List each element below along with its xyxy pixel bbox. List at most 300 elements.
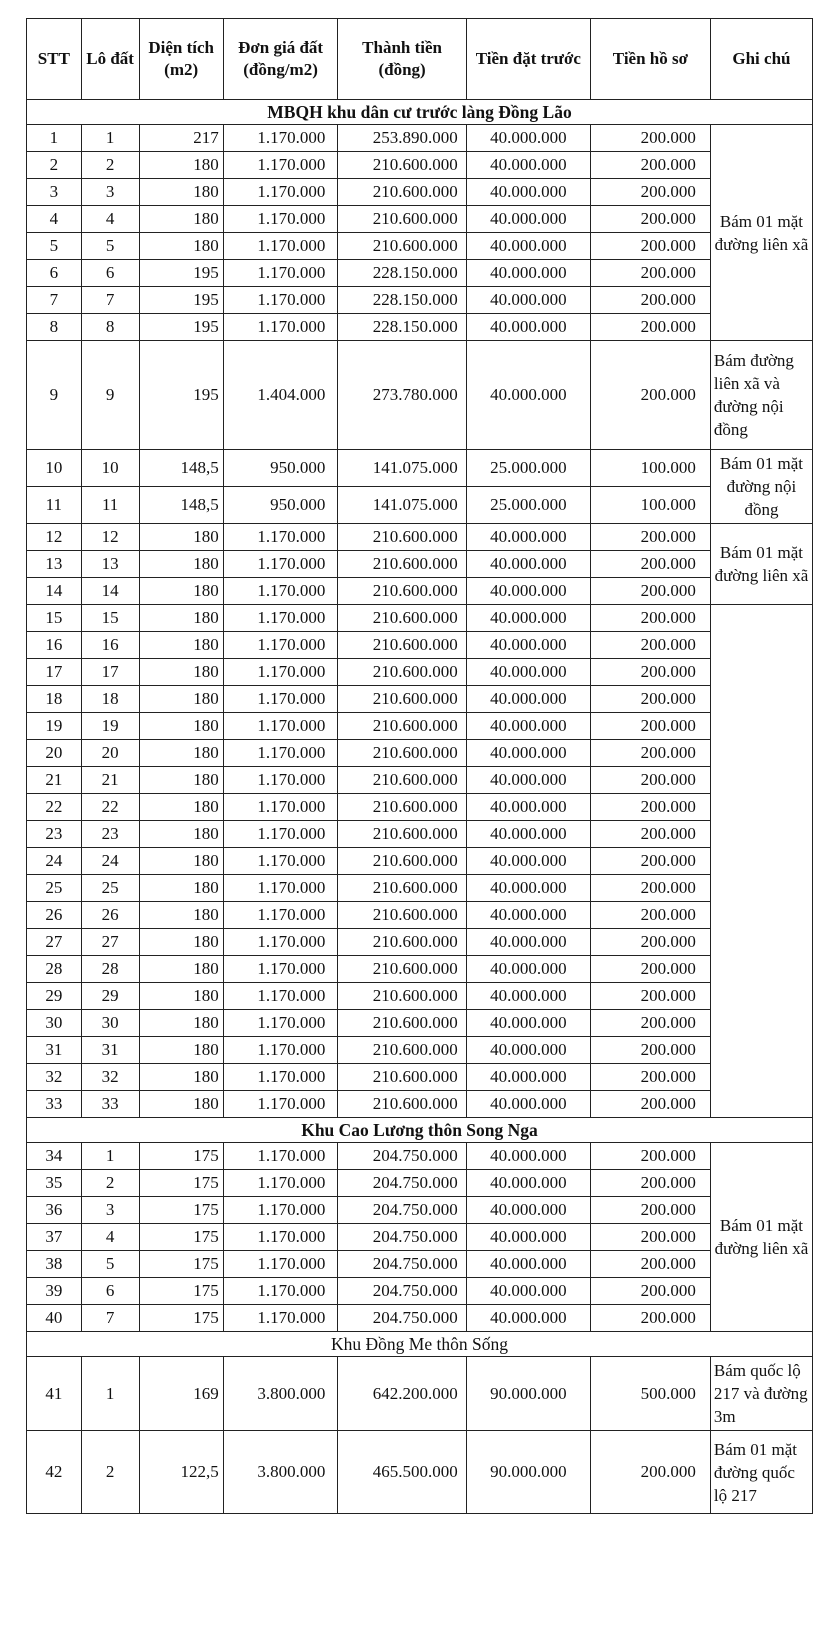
total-cell: 141.075.000 — [338, 487, 466, 524]
unit-price-cell: 1.170.000 — [223, 287, 338, 314]
table-row — [27, 875, 813, 902]
lot-cell: 30 — [81, 1010, 139, 1037]
header-file-fee: Tiền hồ sơ — [590, 19, 710, 100]
deposit-cell: 40.000.000 — [466, 1010, 590, 1037]
deposit-cell: 40.000.000 — [466, 179, 590, 206]
file-fee-cell: 200.000 — [590, 659, 710, 686]
stt-cell: 8 — [27, 314, 82, 341]
area-cell: 180 — [139, 848, 223, 875]
total-cell: 210.600.000 — [338, 848, 466, 875]
file-fee-cell: 200.000 — [590, 551, 710, 578]
unit-price-cell: 1.170.000 — [223, 1170, 338, 1197]
stt-cell: 15 — [27, 605, 82, 632]
section-header-row — [27, 1332, 813, 1357]
table-row — [27, 152, 813, 179]
lot-cell: 5 — [81, 233, 139, 260]
table-row — [27, 659, 813, 686]
stt-cell: 10 — [27, 450, 82, 487]
deposit-cell: 40.000.000 — [466, 1197, 590, 1224]
total-cell: 210.600.000 — [338, 179, 466, 206]
header-lot: Lô đất — [81, 19, 139, 100]
unit-price-cell: 1.170.000 — [223, 740, 338, 767]
table-row — [27, 929, 813, 956]
file-fee-cell: 200.000 — [590, 1305, 710, 1332]
deposit-cell: 25.000.000 — [466, 487, 590, 524]
stt-cell: 6 — [27, 260, 82, 287]
stt-cell: 41 — [27, 1357, 82, 1431]
table-header-row — [27, 19, 813, 100]
file-fee-cell: 200.000 — [590, 632, 710, 659]
stt-cell: 36 — [27, 1197, 82, 1224]
total-cell: 210.600.000 — [338, 740, 466, 767]
deposit-cell: 40.000.000 — [466, 233, 590, 260]
lot-cell: 31 — [81, 1037, 139, 1064]
unit-price-cell: 1.170.000 — [223, 1251, 338, 1278]
deposit-cell: 40.000.000 — [466, 821, 590, 848]
deposit-cell: 40.000.000 — [466, 206, 590, 233]
table-row — [27, 956, 813, 983]
area-cell: 180 — [139, 686, 223, 713]
stt-cell: 28 — [27, 956, 82, 983]
total-cell: 210.600.000 — [338, 686, 466, 713]
deposit-cell: 40.000.000 — [466, 578, 590, 605]
unit-price-cell: 1.170.000 — [223, 848, 338, 875]
unit-price-cell: 1.170.000 — [223, 125, 338, 152]
deposit-cell: 40.000.000 — [466, 740, 590, 767]
unit-price-cell: 1.170.000 — [223, 551, 338, 578]
file-fee-cell: 200.000 — [590, 1251, 710, 1278]
area-cell: 195 — [139, 341, 223, 450]
lot-cell: 7 — [81, 1305, 139, 1332]
land-price-table — [26, 18, 813, 1514]
lot-cell: 1 — [81, 1143, 139, 1170]
area-cell: 175 — [139, 1305, 223, 1332]
table-row — [27, 740, 813, 767]
unit-price-cell: 1.170.000 — [223, 233, 338, 260]
stt-cell: 21 — [27, 767, 82, 794]
file-fee-cell: 200.000 — [590, 1091, 710, 1118]
area-cell: 180 — [139, 551, 223, 578]
total-cell: 210.600.000 — [338, 578, 466, 605]
deposit-cell: 40.000.000 — [466, 605, 590, 632]
file-fee-cell: 200.000 — [590, 1143, 710, 1170]
stt-cell: 25 — [27, 875, 82, 902]
lot-cell: 16 — [81, 632, 139, 659]
note-cell: Bám 01 mặt đường liên xã — [710, 1143, 812, 1332]
deposit-cell: 40.000.000 — [466, 125, 590, 152]
file-fee-cell: 200.000 — [590, 956, 710, 983]
file-fee-cell: 200.000 — [590, 314, 710, 341]
lot-cell: 14 — [81, 578, 139, 605]
unit-price-cell: 3.800.000 — [223, 1431, 338, 1514]
table-row — [27, 287, 813, 314]
file-fee-cell: 200.000 — [590, 206, 710, 233]
note-cell: Bám 01 mặt đường nội đồng — [710, 450, 812, 524]
lot-cell: 10 — [81, 450, 139, 487]
stt-cell: 24 — [27, 848, 82, 875]
file-fee-cell: 500.000 — [590, 1357, 710, 1431]
deposit-cell: 40.000.000 — [466, 314, 590, 341]
file-fee-cell: 200.000 — [590, 1037, 710, 1064]
unit-price-cell: 1.170.000 — [223, 902, 338, 929]
file-fee-cell: 200.000 — [590, 287, 710, 314]
table-row — [27, 713, 813, 740]
area-cell: 175 — [139, 1224, 223, 1251]
stt-cell: 20 — [27, 740, 82, 767]
document-page — [26, 18, 813, 1514]
header-unit-price: Đơn giá đất (đồng/m2) — [223, 19, 338, 100]
table-row — [27, 1037, 813, 1064]
deposit-cell: 40.000.000 — [466, 929, 590, 956]
total-cell: 204.750.000 — [338, 1278, 466, 1305]
stt-cell: 2 — [27, 152, 82, 179]
deposit-cell: 40.000.000 — [466, 287, 590, 314]
note-cell — [710, 605, 812, 1118]
table-row — [27, 125, 813, 152]
unit-price-cell: 1.170.000 — [223, 605, 338, 632]
total-cell: 210.600.000 — [338, 524, 466, 551]
unit-price-cell: 1.170.000 — [223, 1278, 338, 1305]
lot-cell: 6 — [81, 260, 139, 287]
lot-cell: 27 — [81, 929, 139, 956]
area-cell: 175 — [139, 1143, 223, 1170]
deposit-cell: 40.000.000 — [466, 341, 590, 450]
lot-cell: 18 — [81, 686, 139, 713]
unit-price-cell: 1.170.000 — [223, 1010, 338, 1037]
table-row — [27, 1224, 813, 1251]
deposit-cell: 40.000.000 — [466, 902, 590, 929]
deposit-cell: 40.000.000 — [466, 713, 590, 740]
stt-cell: 7 — [27, 287, 82, 314]
total-cell: 465.500.000 — [338, 1431, 466, 1514]
deposit-cell: 40.000.000 — [466, 551, 590, 578]
unit-price-cell: 1.170.000 — [223, 1064, 338, 1091]
area-cell: 180 — [139, 1010, 223, 1037]
table-row — [27, 206, 813, 233]
deposit-cell: 40.000.000 — [466, 1170, 590, 1197]
stt-cell: 18 — [27, 686, 82, 713]
lot-cell: 13 — [81, 551, 139, 578]
stt-cell: 42 — [27, 1431, 82, 1514]
unit-price-cell: 1.170.000 — [223, 983, 338, 1010]
unit-price-cell: 1.170.000 — [223, 794, 338, 821]
deposit-cell: 40.000.000 — [466, 1091, 590, 1118]
total-cell: 141.075.000 — [338, 450, 466, 487]
file-fee-cell: 200.000 — [590, 929, 710, 956]
deposit-cell: 40.000.000 — [466, 848, 590, 875]
deposit-cell: 40.000.000 — [466, 956, 590, 983]
unit-price-cell: 1.170.000 — [223, 929, 338, 956]
table-row — [27, 551, 813, 578]
file-fee-cell: 200.000 — [590, 152, 710, 179]
area-cell: 180 — [139, 956, 223, 983]
lot-cell: 17 — [81, 659, 139, 686]
area-cell: 217 — [139, 125, 223, 152]
table-row — [27, 487, 813, 524]
file-fee-cell: 200.000 — [590, 179, 710, 206]
deposit-cell: 40.000.000 — [466, 152, 590, 179]
deposit-cell: 40.000.000 — [466, 260, 590, 287]
lot-cell: 9 — [81, 341, 139, 450]
area-cell: 169 — [139, 1357, 223, 1431]
note-cell: Bám 01 mặt đường liên xã — [710, 125, 812, 341]
table-row — [27, 524, 813, 551]
table-row — [27, 821, 813, 848]
area-cell: 180 — [139, 659, 223, 686]
stt-cell: 11 — [27, 487, 82, 524]
unit-price-cell: 1.170.000 — [223, 686, 338, 713]
lot-cell: 4 — [81, 206, 139, 233]
area-cell: 180 — [139, 605, 223, 632]
total-cell: 210.600.000 — [338, 929, 466, 956]
section-title: MBQH khu dân cư trước làng Đồng Lão — [27, 100, 813, 125]
lot-cell: 11 — [81, 487, 139, 524]
area-cell: 180 — [139, 632, 223, 659]
file-fee-cell: 200.000 — [590, 794, 710, 821]
table-body — [27, 100, 813, 1514]
total-cell: 210.600.000 — [338, 206, 466, 233]
unit-price-cell: 1.170.000 — [223, 578, 338, 605]
stt-cell: 33 — [27, 1091, 82, 1118]
total-cell: 210.600.000 — [338, 551, 466, 578]
area-cell: 180 — [139, 875, 223, 902]
lot-cell: 7 — [81, 287, 139, 314]
area-cell: 180 — [139, 902, 223, 929]
note-cell: Bám 01 mặt đường quốc lộ 217 — [710, 1431, 812, 1514]
unit-price-cell: 1.170.000 — [223, 1305, 338, 1332]
area-cell: 148,5 — [139, 450, 223, 487]
file-fee-cell: 200.000 — [590, 1278, 710, 1305]
lot-cell: 28 — [81, 956, 139, 983]
deposit-cell: 40.000.000 — [466, 794, 590, 821]
lot-cell: 26 — [81, 902, 139, 929]
header-area: Diện tích (m2) — [139, 19, 223, 100]
section-title: Khu Đồng Me thôn Sống — [27, 1332, 813, 1357]
file-fee-cell: 200.000 — [590, 821, 710, 848]
stt-cell: 32 — [27, 1064, 82, 1091]
stt-cell: 16 — [27, 632, 82, 659]
deposit-cell: 90.000.000 — [466, 1431, 590, 1514]
file-fee-cell: 200.000 — [590, 1064, 710, 1091]
file-fee-cell: 200.000 — [590, 1431, 710, 1514]
area-cell: 148,5 — [139, 487, 223, 524]
stt-cell: 1 — [27, 125, 82, 152]
file-fee-cell: 200.000 — [590, 686, 710, 713]
area-cell: 180 — [139, 767, 223, 794]
lot-cell: 2 — [81, 1431, 139, 1514]
unit-price-cell: 1.404.000 — [223, 341, 338, 450]
lot-cell: 20 — [81, 740, 139, 767]
deposit-cell: 40.000.000 — [466, 632, 590, 659]
file-fee-cell: 200.000 — [590, 233, 710, 260]
stt-cell: 3 — [27, 179, 82, 206]
stt-cell: 26 — [27, 902, 82, 929]
unit-price-cell: 1.170.000 — [223, 152, 338, 179]
table-row — [27, 1064, 813, 1091]
unit-price-cell: 1.170.000 — [223, 956, 338, 983]
file-fee-cell: 200.000 — [590, 740, 710, 767]
total-cell: 210.600.000 — [338, 794, 466, 821]
section-header-row — [27, 1118, 813, 1143]
area-cell: 180 — [139, 794, 223, 821]
deposit-cell: 40.000.000 — [466, 1251, 590, 1278]
stt-cell: 13 — [27, 551, 82, 578]
total-cell: 210.600.000 — [338, 956, 466, 983]
table-row — [27, 983, 813, 1010]
table-row — [27, 179, 813, 206]
table-row — [27, 1143, 813, 1170]
total-cell: 210.600.000 — [338, 1037, 466, 1064]
stt-cell: 22 — [27, 794, 82, 821]
table-row — [27, 1197, 813, 1224]
deposit-cell: 40.000.000 — [466, 1143, 590, 1170]
unit-price-cell: 3.800.000 — [223, 1357, 338, 1431]
file-fee-cell: 200.000 — [590, 983, 710, 1010]
total-cell: 210.600.000 — [338, 983, 466, 1010]
unit-price-cell: 1.170.000 — [223, 260, 338, 287]
file-fee-cell: 200.000 — [590, 524, 710, 551]
area-cell: 122,5 — [139, 1431, 223, 1514]
deposit-cell: 40.000.000 — [466, 1278, 590, 1305]
table-row — [27, 1431, 813, 1514]
stt-cell: 40 — [27, 1305, 82, 1332]
stt-cell: 4 — [27, 206, 82, 233]
stt-cell: 27 — [27, 929, 82, 956]
total-cell: 210.600.000 — [338, 821, 466, 848]
stt-cell: 39 — [27, 1278, 82, 1305]
stt-cell: 14 — [27, 578, 82, 605]
area-cell: 195 — [139, 287, 223, 314]
file-fee-cell: 200.000 — [590, 605, 710, 632]
unit-price-cell: 1.170.000 — [223, 821, 338, 848]
table-row — [27, 767, 813, 794]
total-cell: 210.600.000 — [338, 713, 466, 740]
table-row — [27, 233, 813, 260]
table-row — [27, 450, 813, 487]
deposit-cell: 40.000.000 — [466, 1224, 590, 1251]
lot-cell: 1 — [81, 1357, 139, 1431]
lot-cell: 6 — [81, 1278, 139, 1305]
area-cell: 180 — [139, 179, 223, 206]
unit-price-cell: 1.170.000 — [223, 1037, 338, 1064]
area-cell: 175 — [139, 1170, 223, 1197]
table-row — [27, 1305, 813, 1332]
table-row — [27, 1170, 813, 1197]
header-total: Thành tiền (đồng) — [338, 19, 466, 100]
file-fee-cell: 200.000 — [590, 875, 710, 902]
area-cell: 180 — [139, 983, 223, 1010]
unit-price-cell: 1.170.000 — [223, 767, 338, 794]
area-cell: 180 — [139, 233, 223, 260]
area-cell: 175 — [139, 1251, 223, 1278]
table-row — [27, 686, 813, 713]
lot-cell: 12 — [81, 524, 139, 551]
table-row — [27, 260, 813, 287]
table-row — [27, 314, 813, 341]
total-cell: 210.600.000 — [338, 233, 466, 260]
stt-cell: 5 — [27, 233, 82, 260]
file-fee-cell: 200.000 — [590, 125, 710, 152]
table-row — [27, 902, 813, 929]
total-cell: 204.750.000 — [338, 1197, 466, 1224]
unit-price-cell: 1.170.000 — [223, 1197, 338, 1224]
lot-cell: 8 — [81, 314, 139, 341]
stt-cell: 19 — [27, 713, 82, 740]
total-cell: 204.750.000 — [338, 1224, 466, 1251]
section-title: Khu Cao Lương thôn Song Nga — [27, 1118, 813, 1143]
stt-cell: 38 — [27, 1251, 82, 1278]
area-cell: 180 — [139, 206, 223, 233]
total-cell: 204.750.000 — [338, 1143, 466, 1170]
total-cell: 210.600.000 — [338, 875, 466, 902]
lot-cell: 3 — [81, 179, 139, 206]
area-cell: 175 — [139, 1197, 223, 1224]
area-cell: 180 — [139, 713, 223, 740]
file-fee-cell: 200.000 — [590, 848, 710, 875]
lot-cell: 1 — [81, 125, 139, 152]
area-cell: 175 — [139, 1278, 223, 1305]
lot-cell: 5 — [81, 1251, 139, 1278]
total-cell: 273.780.000 — [338, 341, 466, 450]
area-cell: 180 — [139, 152, 223, 179]
deposit-cell: 40.000.000 — [466, 983, 590, 1010]
table-row — [27, 1278, 813, 1305]
file-fee-cell: 200.000 — [590, 767, 710, 794]
total-cell: 228.150.000 — [338, 260, 466, 287]
lot-cell: 15 — [81, 605, 139, 632]
unit-price-cell: 950.000 — [223, 487, 338, 524]
table-row — [27, 578, 813, 605]
total-cell: 210.600.000 — [338, 152, 466, 179]
total-cell: 204.750.000 — [338, 1305, 466, 1332]
table-row — [27, 1357, 813, 1431]
table-row — [27, 1091, 813, 1118]
unit-price-cell: 1.170.000 — [223, 1143, 338, 1170]
unit-price-cell: 1.170.000 — [223, 1224, 338, 1251]
area-cell: 180 — [139, 1037, 223, 1064]
stt-cell: 23 — [27, 821, 82, 848]
note-cell: Bám 01 mặt đường liên xã — [710, 524, 812, 605]
table-row — [27, 341, 813, 450]
lot-cell: 2 — [81, 1170, 139, 1197]
unit-price-cell: 1.170.000 — [223, 632, 338, 659]
file-fee-cell: 100.000 — [590, 487, 710, 524]
lot-cell: 33 — [81, 1091, 139, 1118]
file-fee-cell: 200.000 — [590, 902, 710, 929]
header-deposit: Tiền đặt trước — [466, 19, 590, 100]
area-cell: 180 — [139, 578, 223, 605]
stt-cell: 35 — [27, 1170, 82, 1197]
table-row — [27, 1010, 813, 1037]
table-row — [27, 794, 813, 821]
deposit-cell: 40.000.000 — [466, 1037, 590, 1064]
file-fee-cell: 200.000 — [590, 713, 710, 740]
lot-cell: 22 — [81, 794, 139, 821]
deposit-cell: 40.000.000 — [466, 686, 590, 713]
area-cell: 180 — [139, 1064, 223, 1091]
lot-cell: 19 — [81, 713, 139, 740]
total-cell: 253.890.000 — [338, 125, 466, 152]
table-row — [27, 605, 813, 632]
total-cell: 210.600.000 — [338, 1091, 466, 1118]
lot-cell: 2 — [81, 152, 139, 179]
stt-cell: 9 — [27, 341, 82, 450]
area-cell: 195 — [139, 260, 223, 287]
file-fee-cell: 200.000 — [590, 1224, 710, 1251]
lot-cell: 32 — [81, 1064, 139, 1091]
total-cell: 228.150.000 — [338, 314, 466, 341]
area-cell: 180 — [139, 1091, 223, 1118]
